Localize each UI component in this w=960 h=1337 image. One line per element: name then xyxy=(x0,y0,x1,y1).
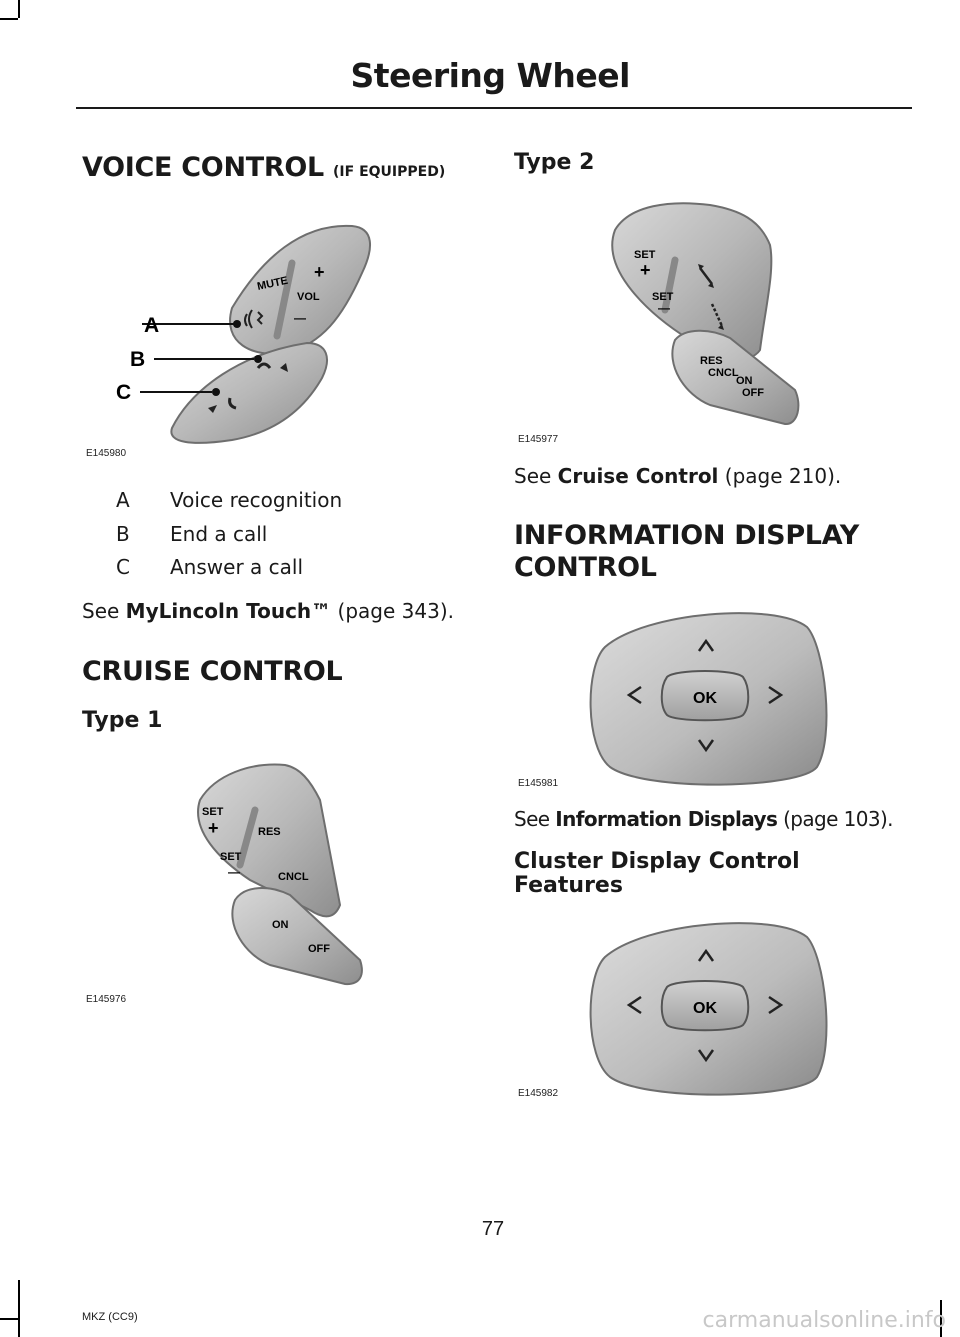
minus-label: — xyxy=(228,865,240,879)
type2-heading: Type 2 xyxy=(514,150,595,175)
image-id-type1: E145976 xyxy=(86,994,127,1005)
cncl-label: CNCL xyxy=(708,367,739,379)
minus-label: — xyxy=(658,301,670,315)
cluster-display-illustration xyxy=(585,917,835,1102)
cluster-heading-line2: Features xyxy=(514,873,623,898)
ok-label: OK xyxy=(693,1000,717,1017)
callout-c: C xyxy=(116,381,132,404)
mute-label: MUTE xyxy=(256,274,290,293)
off-label: OFF xyxy=(742,387,764,399)
list-item: B End a call xyxy=(116,522,268,546)
set-plus-label: SET xyxy=(634,249,656,261)
model-code: MKZ (CC9) xyxy=(82,1311,138,1323)
callout-b: B xyxy=(130,348,146,371)
info-see-reference: See Information Displays (page 103). xyxy=(514,807,893,831)
cluster-heading-line1: Cluster Display Control xyxy=(514,849,800,874)
mylincoln-touch-link[interactable]: MyLincoln Touch™ xyxy=(125,599,332,623)
res-label: RES xyxy=(700,355,723,367)
type1-heading: Type 1 xyxy=(82,708,163,733)
cruise-type2-illustration xyxy=(600,200,810,432)
ok-label: OK xyxy=(693,690,717,707)
page-number: 77 xyxy=(481,1218,505,1240)
crop-mark xyxy=(0,18,18,20)
cruise-control-heading: CRUISE CONTROL xyxy=(82,656,343,687)
image-id-type2: E145977 xyxy=(518,434,559,445)
image-id-info: E145981 xyxy=(518,778,559,789)
voice-control-heading-suffix: (IF EQUIPPED) xyxy=(333,164,446,180)
cruise-see-reference: See Cruise Control (page 210). xyxy=(514,464,842,488)
crop-mark xyxy=(18,1280,20,1337)
watermark: carmanualsonline.info xyxy=(702,1308,946,1333)
list-item: C Answer a call xyxy=(116,555,303,579)
on-label: ON xyxy=(736,375,753,387)
image-id-voice: E145980 xyxy=(86,448,127,459)
voice-control-heading: VOICE CONTROL (IF EQUIPPED) xyxy=(82,152,446,183)
vol-plus-label: + xyxy=(314,262,325,282)
vol-minus-label: — xyxy=(294,311,306,325)
crop-mark xyxy=(0,1318,18,1320)
callout-a: A xyxy=(144,314,160,337)
crop-mark xyxy=(18,0,20,18)
cruise-type1-illustration xyxy=(190,760,380,992)
set-minus-label: SET xyxy=(652,291,674,303)
off-label: OFF xyxy=(308,943,330,955)
info-display-heading-line1: INFORMATION DISPLAY xyxy=(514,520,859,551)
image-id-cluster: E145982 xyxy=(518,1088,559,1099)
set-plus-label: SET xyxy=(202,806,224,818)
set-minus-label: SET xyxy=(220,851,242,863)
cncl-label: CNCL xyxy=(278,871,309,883)
info-display-illustration xyxy=(585,607,835,792)
voice-control-illustration xyxy=(82,218,402,450)
voice-see-reference: See MyLincoln Touch™ (page 343). xyxy=(82,599,454,623)
header-divider xyxy=(76,107,912,109)
plus-label: + xyxy=(208,818,219,838)
information-displays-link[interactable]: Information Displays xyxy=(555,807,778,831)
res-label: RES xyxy=(258,826,281,838)
list-item: A Voice recognition xyxy=(116,488,343,512)
plus-label: + xyxy=(640,260,651,280)
on-label: ON xyxy=(272,919,289,931)
cruise-control-link[interactable]: Cruise Control xyxy=(557,464,719,488)
info-display-heading-line2: CONTROL xyxy=(514,552,657,583)
page-title: Steering Wheel xyxy=(350,56,630,95)
vol-label: VOL xyxy=(297,291,320,303)
